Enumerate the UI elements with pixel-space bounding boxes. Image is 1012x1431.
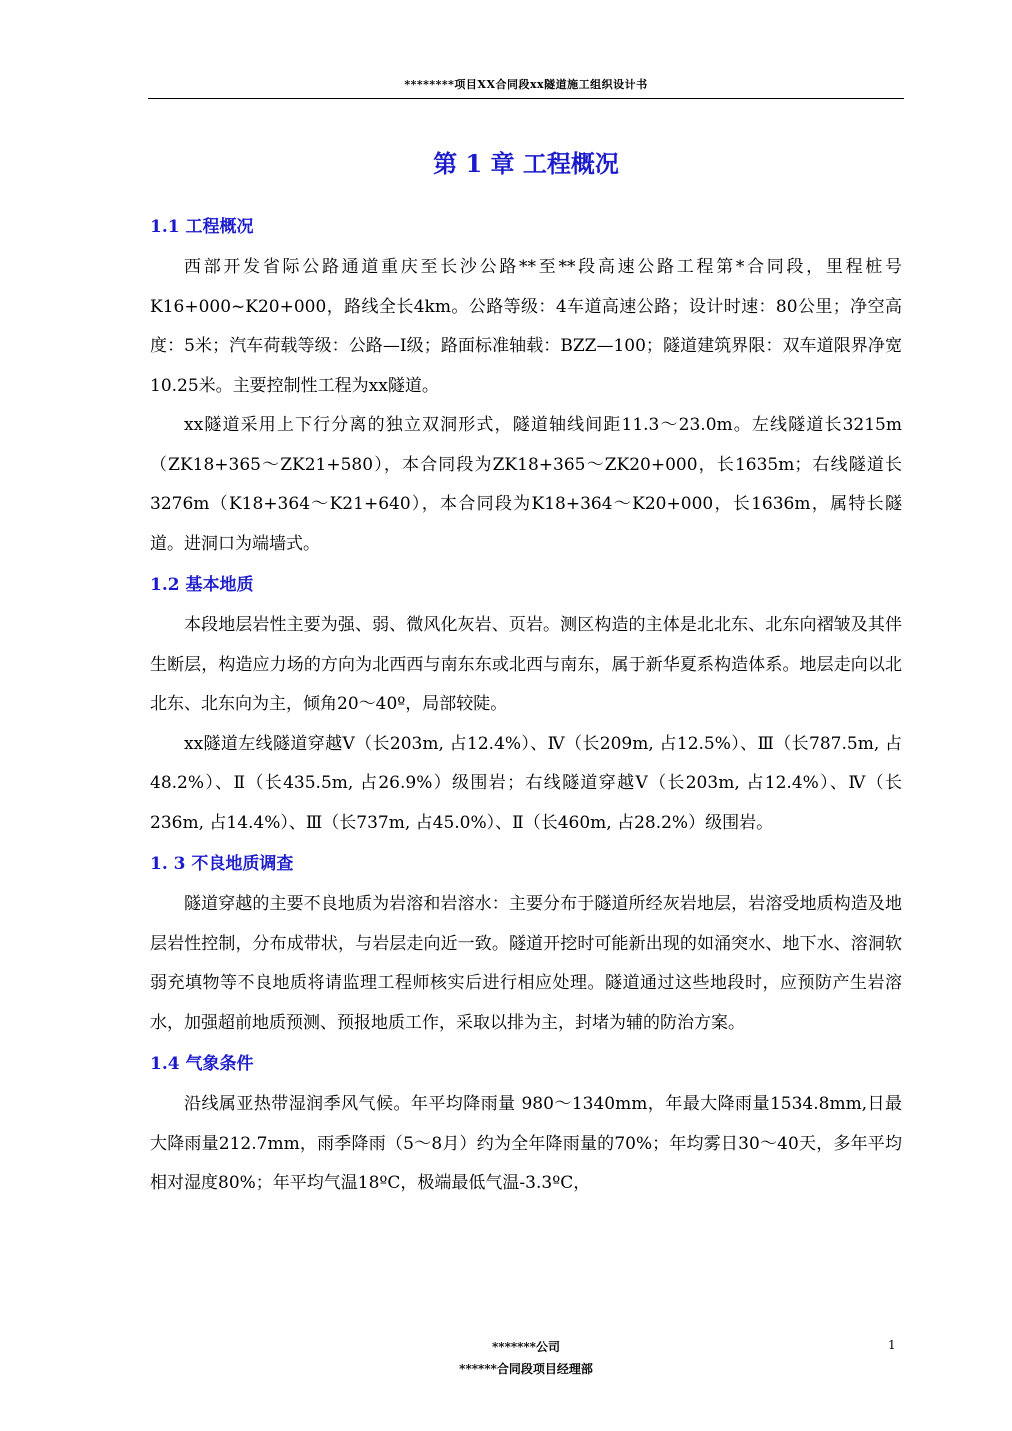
- page-header: [148, 72, 904, 99]
- section-heading-1-2: 1.2 基本地质: [150, 575, 254, 595]
- footer-department: ******合同段项目经理部: [459, 1362, 593, 1376]
- paragraph: 本段地层岩性主要为强、弱、微风化灰岩、页岩。测区构造的主体是北北东、北东向褶皱及其伴生断层，构造应力场的方向为北西西与南东东或北西与南东，属于新华夏系构造体系。地层走向以北北东、北东向为主，倾角20～40º，局部较陡。: [150, 615, 902, 714]
- section-heading-1-3: 1. 3 不良地质调查: [150, 854, 294, 874]
- chapter-title: 第 1 章 工程概况: [433, 149, 619, 178]
- header-text: ********项目XX合同段xx隧道施工组织设计书: [404, 78, 648, 91]
- page-footer: [148, 1336, 904, 1380]
- section-heading-1-4: 1.4 气象条件: [150, 1054, 254, 1074]
- page-number: 1: [888, 1338, 896, 1352]
- paragraph: xx隧道左线隧道穿越Ⅴ（长203m, 占12.4%）、Ⅳ（长209m, 占12.5%）、Ⅲ（长787.5m, 占48.2%）、Ⅱ（长435.5m, 占26.9%）级围岩；右线隧道穿越Ⅴ（长203m, 占12.4%）、Ⅳ（长236m, 占14.4%）、Ⅲ（长737m, 占45.0%）、Ⅱ（长460m, 占28.2%）级围岩。: [150, 733, 902, 833]
- footer-company: *******公司: [492, 1340, 560, 1354]
- document-body: [150, 206, 902, 1204]
- paragraph: 沿线属亚热带湿润季风气候。年平均降雨量 980～1340mm，年最大降雨量1534.8mm,日最大降雨量212.7mm，雨季降雨（5～8月）约为全年降雨量的70%；年均雾日30～40天，多年平均相对湿度80%；年平均气温18ºC，极端最低气温-3.3ºC，: [150, 1094, 902, 1193]
- paragraph: xx隧道采用上下行分离的独立双洞形式，隧道轴线间距11.3～23.0m。左线隧道长3215m（ZK18+365～ZK21+580），本合同段为ZK18+365～ZK20+000，长1635m；右线隧道长3276m（K18+364～K21+640），本合同段为K18+364～K20+000，长1636m，属特长隧道。进洞口为端墙式。: [150, 415, 902, 554]
- paragraph: 西部开发省际公路通道重庆至长沙公路**至**段高速公路工程第*合同段，里程桩号K16+000~K20+000，路线全长4km。公路等级：4车道高速公路；设计时速：80公里；净空高度：5米；汽车荷载等级：公路—I级；路面标准轴载：BZZ—100；隧道建筑界限：双车道限界净宽10.25米。主要控制性工程为xx隧道。: [150, 257, 902, 396]
- section-heading-1-1: 1.1 工程概况: [150, 217, 254, 237]
- paragraph: 隧道穿越的主要不良地质为岩溶和岩溶水：主要分布于隧道所经灰岩地层，岩溶受地质构造及地层岩性控制，分布成带状，与岩层走向近一致。隧道开挖时可能新出现的如涌突水、地下水、溶洞软弱充填物等不良地质将请监理工程师核实后进行相应处理。隧道通过这些地段时，应预防产生岩溶水，加强超前地质预测、预报地质工作，采取以排为主，封堵为辅的防治方案。: [150, 894, 902, 1033]
